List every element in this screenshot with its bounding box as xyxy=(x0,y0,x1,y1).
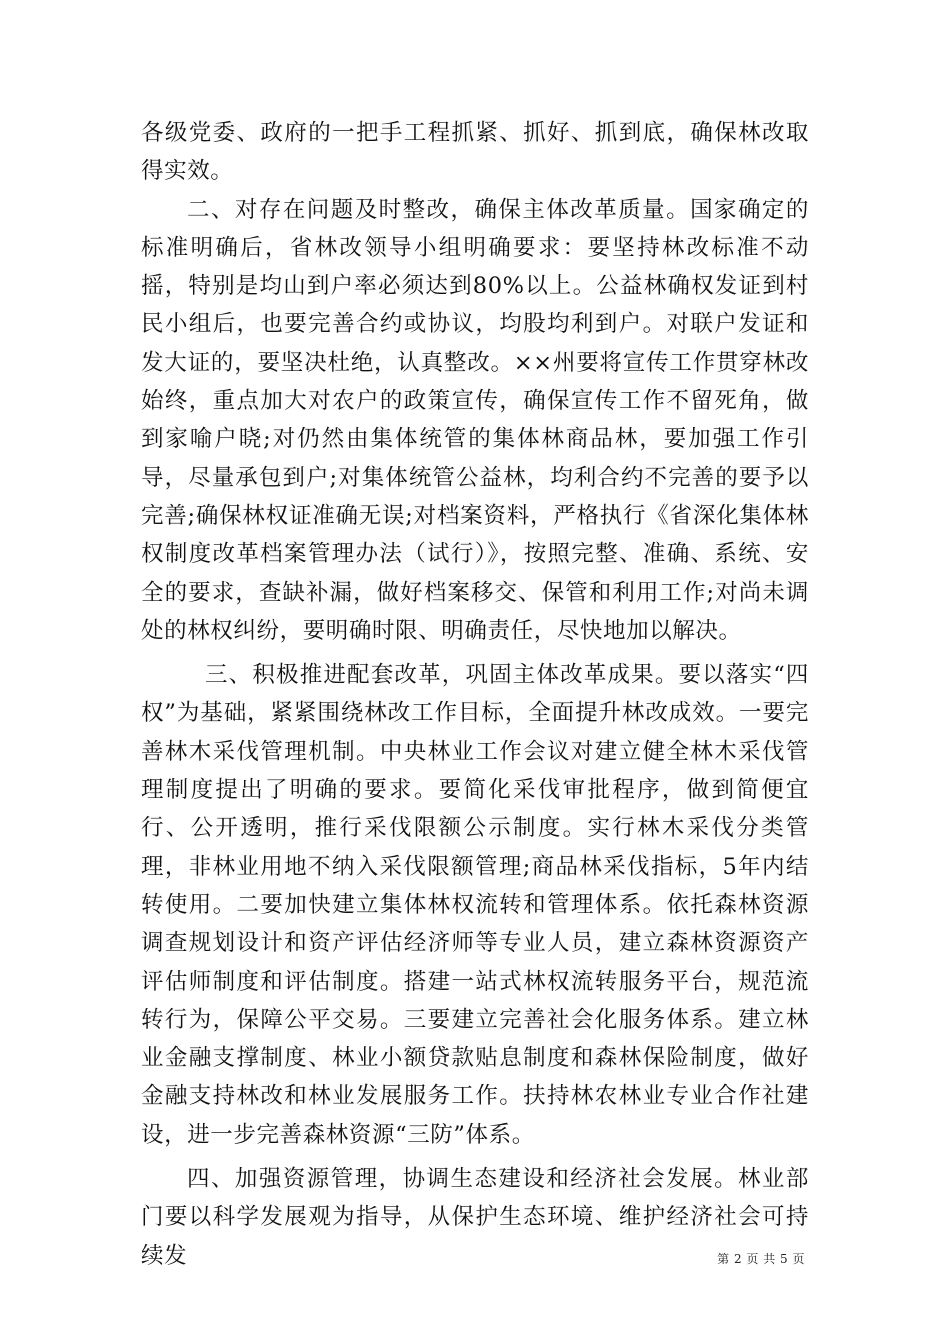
paragraph-section-3: 三、积极推进配套改革，巩固主体改革成果。要以落实“四权”为基础，紧紧围绕林改工作目标，全面提升林改成效。一要完善林木采伐管理机制。中央林业工作会议对建立健全林木采伐管理制度提出了明确的要求。要简化采伐审批程序，做到简便宜行、公开透明，推行采伐限额公示制度。实行林木采伐分类管理，非林业用地不纳入采伐限额管理;商品林采伐指标，5年内结转使用。二要加快建立集体林权流转和管理体系。依托森林资源调查规划设计和资产评估经济师等专业人员，建立森林资源资产评估师制度和评估制度。搭建一站式林权流转服务平台，规范流转行为，保障公平交易。三要建立完善社会化服务体系。建立林业金融支撑制度、林业小额贷款贴息制度和森林保险制度，做好金融支持林改和林业发展服务工作。扶持林农林业专业合作社建设，进一步完善森林资源“三防”体系。 xyxy=(141,662,809,1148)
page-number-footer: 第 2 页 共 5 页 xyxy=(717,1252,805,1266)
paragraph-section-4: 四、加强资源管理，协调生态建设和经济社会发展。林业部门要以科学发展观为指导，从保护生态环境、维护经济社会可持续发 xyxy=(141,1166,809,1269)
paragraph-section-2: 二、对存在问题及时整改，确保主体改革质量。国家确定的标准明确后，省林改领导小组明确要求：要坚持林改标准不动摇，特别是均山到户率必须达到80%以上。公益林确权发证到村民小组后，也要完善合约或协议，均股均利到户。对联户发证和发大证的，要坚决杜绝，认真整改。××州要将宣传工作贯穿林改始终，重点加大对农户的政策宣传，确保宣传工作不留死角，做到家喻户晓;对仍然由集体统管的集体林商品林，要加强工作引导，尽量承包到户;对集体统管公益林，均利合约不完善的要予以完善;确保林权证准确无误;对档案资料，严格执行《省深化集体林权制度改革档案管理办法（试行）》，按照完整、准确、系统、安全的要求，查缺补漏，做好档案移交、保管和利用工作;对尚未调处的林权纠纷，要明确时限、明确责任，尽快地加以解决。 xyxy=(141,196,809,644)
document-body xyxy=(141,114,809,1275)
paragraph-continuation: 各级党委、政府的一把手工程抓紧、抓好、抓到底，确保林改取得实效。 xyxy=(141,120,809,185)
